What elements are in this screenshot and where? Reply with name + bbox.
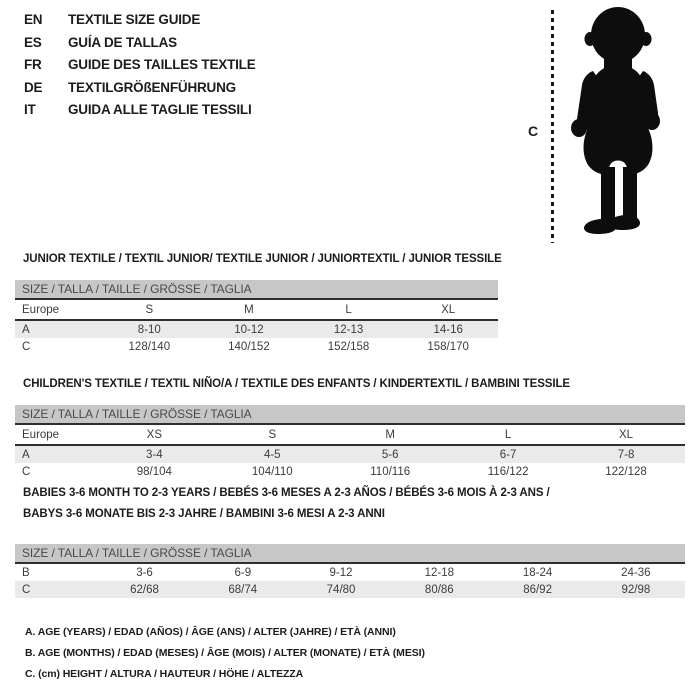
size-value-cell: 7-8 — [617, 448, 635, 461]
size-value-cell: 128/140 — [128, 340, 171, 353]
region-header: Europe — [15, 425, 95, 445]
language-guide-title: GUIDA ALLE TAGLIE TESSILI — [68, 102, 252, 117]
row-label: C — [22, 340, 31, 353]
size-value-cell: 110/116 — [370, 465, 411, 478]
size-value-cell: 98/104 — [136, 465, 172, 478]
size-value-cell: 122/128 — [605, 465, 647, 478]
language-guide-title: GUÍA DE TALLAS — [68, 34, 177, 50]
language-code: IT — [24, 102, 36, 117]
size-value-cell: 18-24 — [522, 566, 553, 579]
babies-table-title-line1: BABIES 3-6 MONTH TO 2-3 YEARS / BEBÉS 3-6 MESES A 2-3 AÑOS / BÉBÉS 3-6 MOIS À 2-3 ANS / — [23, 487, 550, 499]
language-title-list — [24, 9, 256, 122]
babies-table-title-line2: BABYS 3-6 MONATE BIS 2-3 JAHRE / BAMBINI 3-6 MESI A 2-3 ANNI — [23, 508, 385, 520]
size-column-header: S — [213, 425, 331, 445]
row-label: B — [22, 566, 30, 579]
size-value-cell: 4-5 — [263, 448, 281, 461]
region-header: Europe — [15, 300, 100, 320]
size-value-cell: 116/122 — [487, 465, 529, 478]
size-value-cell: 62/68 — [130, 583, 159, 596]
legend-note-a: A. AGE (YEARS) / EDAD (AÑOS) / ÂGE (ANS) / ALTER (JAHRE) / ETÀ (ANNI) — [25, 626, 396, 638]
language-row-fr — [24, 54, 256, 77]
size-value-cell: 6-7 — [499, 448, 517, 461]
row-label: C — [22, 465, 31, 478]
language-row-es — [24, 32, 256, 55]
size-value-cell: 140/152 — [228, 340, 270, 353]
size-value-cell: 3-4 — [146, 448, 163, 461]
size-value-cell: 5-6 — [381, 448, 399, 461]
language-guide-title: TEXTILE SIZE GUIDE — [68, 12, 201, 27]
children-table-title: CHILDREN'S TEXTILE / TEXTIL NIÑO/A / TEXTILE DES ENFANTS / KINDERTEXTIL / BAMBINI TESSILE — [23, 378, 570, 390]
size-table-row-c — [15, 463, 685, 480]
height-measure-label: C — [528, 123, 539, 139]
size-value-cell: 14-16 — [433, 323, 463, 336]
legend-note-c: C. (cm) HEIGHT / ALTURA / HAUTEUR / HÖHE / ALTEZZA — [25, 668, 304, 680]
junior-table-title: JUNIOR TEXTILE / TEXTIL JUNIOR/ TEXTILE JUNIOR / JUNIORTEXTIL / JUNIOR TESSILE — [23, 253, 502, 265]
size-column-header: M — [199, 300, 299, 320]
children-textile-section — [15, 377, 685, 480]
junior-textile-section — [15, 252, 502, 355]
junior-size-table — [15, 300, 498, 355]
size-value-cell: 80/86 — [424, 583, 454, 596]
language-code: FR — [24, 57, 42, 72]
size-column-header: S — [100, 300, 200, 320]
children-size-table — [15, 425, 685, 480]
babies-size-table — [15, 564, 685, 598]
language-code: DE — [24, 79, 43, 95]
size-table-row-c — [15, 338, 498, 355]
junior-size-header-band: SIZE / TALLA / TAILLE / GRÖSSE / TAGLIA — [15, 280, 498, 300]
language-code: EN — [24, 12, 43, 27]
size-value-cell: 104/110 — [251, 465, 293, 478]
size-value-cell: 10-12 — [234, 323, 264, 336]
size-table-row-a — [15, 320, 498, 338]
children-size-header-band: SIZE / TALLA / TAILLE / GRÖSSE / TAGLIA — [15, 405, 685, 425]
size-column-header: XL — [398, 300, 498, 320]
size-column-header: XL — [567, 425, 685, 445]
size-value-cell: 12-13 — [333, 323, 364, 336]
size-value-cell: 24-36 — [621, 566, 651, 579]
size-column-header: L — [449, 425, 567, 445]
size-value-cell: 12-18 — [424, 566, 455, 579]
legend-notes — [25, 622, 425, 685]
language-guide-title: TEXTILGRÖßENFÜHRUNG — [68, 79, 236, 95]
language-row-it — [24, 99, 256, 122]
size-column-header: XS — [95, 425, 213, 445]
size-value-cell: 152/158 — [327, 340, 370, 353]
baby-silhouette — [560, 5, 678, 239]
size-table-row-b — [15, 564, 685, 581]
babies-size-header-band: SIZE / TALLA / TAILLE / GRÖSSE / TAGLIA — [15, 544, 685, 564]
size-column-header: M — [331, 425, 449, 445]
column-header-row — [15, 425, 685, 445]
language-guide-title: GUIDE DES TAILLES TEXTILE — [68, 57, 256, 72]
size-value-cell: 68/74 — [228, 583, 258, 596]
size-value-cell: 86/92 — [523, 583, 552, 596]
size-table-row-c — [15, 581, 685, 598]
legend-note-b: B. AGE (MONTHS) / EDAD (MESES) / ÂGE (MOIS) / ALTER (MONATE) / ETÀ (MESI) — [25, 647, 425, 659]
row-label: C — [22, 583, 31, 596]
size-value-cell: 6-9 — [234, 566, 252, 579]
row-label: A — [22, 323, 30, 336]
language-code: ES — [24, 34, 42, 50]
language-row-en — [24, 9, 256, 32]
size-value-cell: 9-12 — [329, 566, 353, 579]
column-header-row — [15, 300, 498, 320]
size-table-row-a — [15, 445, 685, 463]
size-value-cell: 8-10 — [137, 323, 161, 336]
size-value-cell: 92/98 — [621, 583, 651, 596]
size-column-header: L — [299, 300, 399, 320]
size-value-cell: 158/170 — [427, 340, 469, 353]
row-label: A — [22, 448, 30, 461]
size-value-cell: 3-6 — [136, 566, 153, 579]
size-value-cell: 74/80 — [326, 583, 356, 596]
babies-textile-section — [15, 486, 685, 598]
height-measure-dashed-line — [551, 10, 554, 243]
language-row-de — [24, 77, 256, 100]
